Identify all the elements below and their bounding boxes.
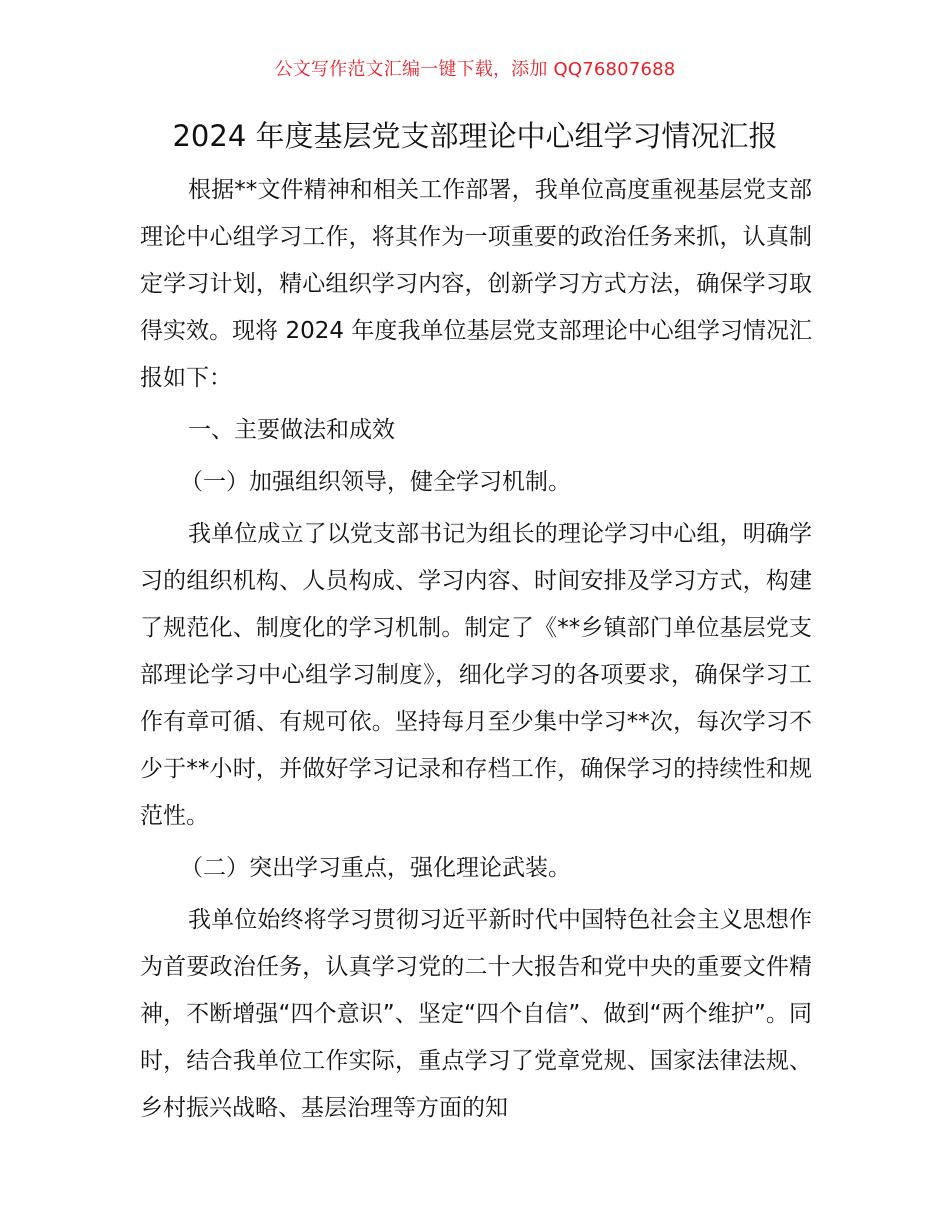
subsection-1-paragraph: 我单位成立了以党支部书记为组长的理论学习中心组，明确学习的组织机构、人员构成、学习内容、时间安排及学习方式，构建了规范化、制度化的学习机制。制定了《**乡镇部门单位基层党支部理论学习中心组学习制度》，细化学习的各项要求，确保学习工作有章可循、有规可依。坚持每月至少集中学习**次，每次学习不少于**小时，并做好学习记录和存档工作，确保学习的持续性和规范性。 — [140, 521, 812, 829]
page-title: 2024 年度基层党支部理论中心组学习情况汇报 — [172, 119, 778, 153]
download-banner: 公文写作范文汇编一键下载，添加 QQ76807688 — [274, 59, 676, 80]
subsection-heading-2: （二）突出学习重点，强化理论武装。 — [180, 855, 571, 881]
section-heading-1: 一、主要做法和成效 — [188, 417, 395, 443]
intro-paragraph: 根据**文件精神和相关工作部署，我单位高度重视基层党支部理论中心组学习工作，将其作为一项重要的政治任务来抓，认真制定学习计划，精心组织学习内容，创新学习方式方法，确保学习取得实效。现将 2024 年度我单位基层党支部理论中心组学习情况汇报如下： — [140, 177, 812, 391]
document-body — [140, 167, 812, 1137]
subsection-2-paragraph: 我单位始终将学习贯彻习近平新时代中国特色社会主义思想作为首要政治任务，认真学习党的二十大报告和党中央的重要文件精神，不断增强“四个意识”、坚定“四个自信”、做到“两个维护”。同时，结合我单位工作实际，重点学习了党章党规、国家法律法规、乡村振兴战略、基层治理等方面的知 — [140, 907, 812, 1121]
subsection-heading-1: （一）加强组织领导，健全学习机制。 — [180, 469, 571, 495]
